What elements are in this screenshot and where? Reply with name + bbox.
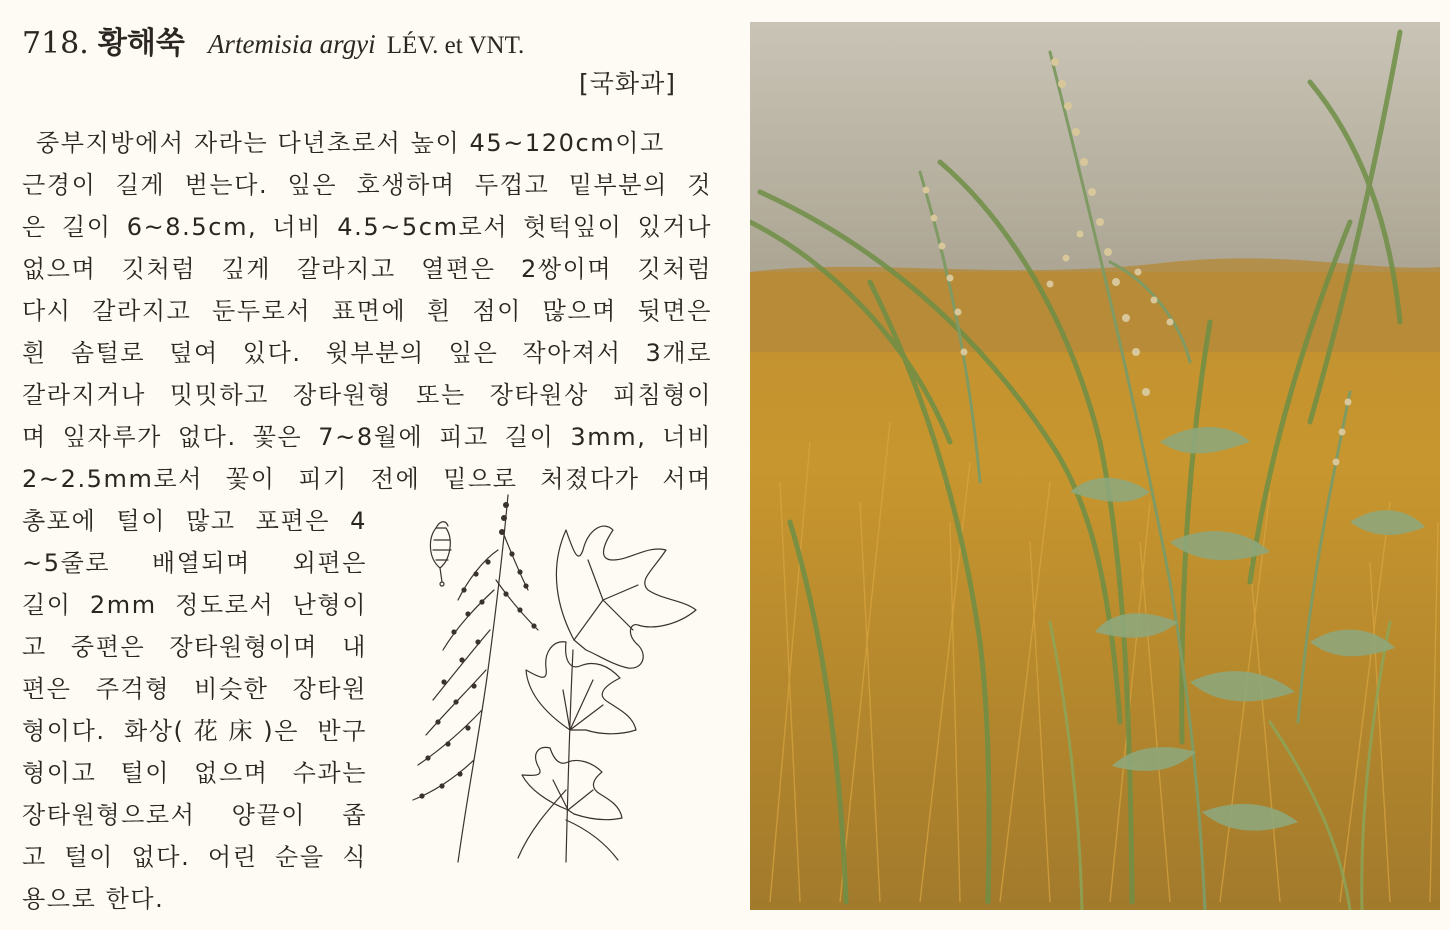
text-column: [22, 18, 712, 913]
family-name: [국화과]: [579, 69, 676, 98]
plant-illustration: [398, 490, 708, 870]
author-citation: LÉV. et VNT.: [386, 32, 525, 59]
korean-name: 황해쑥: [97, 26, 185, 61]
description-line: 장타원형으로서 양끝이 좁: [22, 801, 367, 829]
description-line: 며 잎자루가 없다. 꽃은 7~8월에 피고 길이 3mm, 너비: [22, 423, 712, 451]
description-line: 형이고 털이 없으며 수과는: [22, 759, 367, 787]
plant-drawing-icon: [398, 490, 708, 870]
description-line: 편은 주걱형 비슷한 장타원: [22, 675, 367, 703]
description-line: 길이 2mm 정도로서 난형이: [22, 591, 367, 619]
description-line: 용으로 한다.: [22, 885, 165, 913]
description-line: 없으며 깃처럼 깊게 갈라지고 열편은 2쌍이며 깃처럼: [22, 255, 712, 283]
description-line: 총포에 털이 많고 포편은 4: [22, 507, 367, 535]
description-line: 갈라지거나 밋밋하고 장타원형 또는 장타원상 피침형이: [22, 381, 712, 409]
description-line: ~5줄로 배열되며 외편은: [22, 549, 367, 577]
description-line: 2~2.5mm로서 꽃이 피기 전에 밑으로 처졌다가 서며: [22, 465, 712, 493]
description-line: 고 중편은 장타원형이며 내: [22, 633, 367, 661]
plant-photo-image: [750, 22, 1440, 910]
description-line: 근경이 길게 벋는다. 잎은 호생하며 두껍고 밑부분의 것: [22, 171, 712, 199]
plant-photo: [750, 22, 1440, 910]
description-line: 고 털이 없다. 어린 순을 식: [22, 843, 367, 871]
description-line: 중부지방에서 자라는 다년초로서 높이 45~120cm이고: [36, 129, 665, 157]
scientific-name: Artemisia argyi: [207, 29, 376, 59]
entry-number: 718.: [22, 26, 89, 61]
description-line: 형이다. 화상(花床)은 반구: [22, 717, 367, 745]
description-line: 은 길이 6~8.5cm, 너비 4.5~5cm로서 헛턱잎이 있거나: [22, 213, 712, 241]
entry-heading: [22, 18, 712, 60]
description-line: 흰 솜털로 덮여 있다. 윗부분의 잎은 작아져서 3개로: [22, 339, 712, 367]
description-line: 다시 갈라지고 둔두로서 표면에 흰 점이 많으며 뒷면은: [22, 297, 712, 325]
